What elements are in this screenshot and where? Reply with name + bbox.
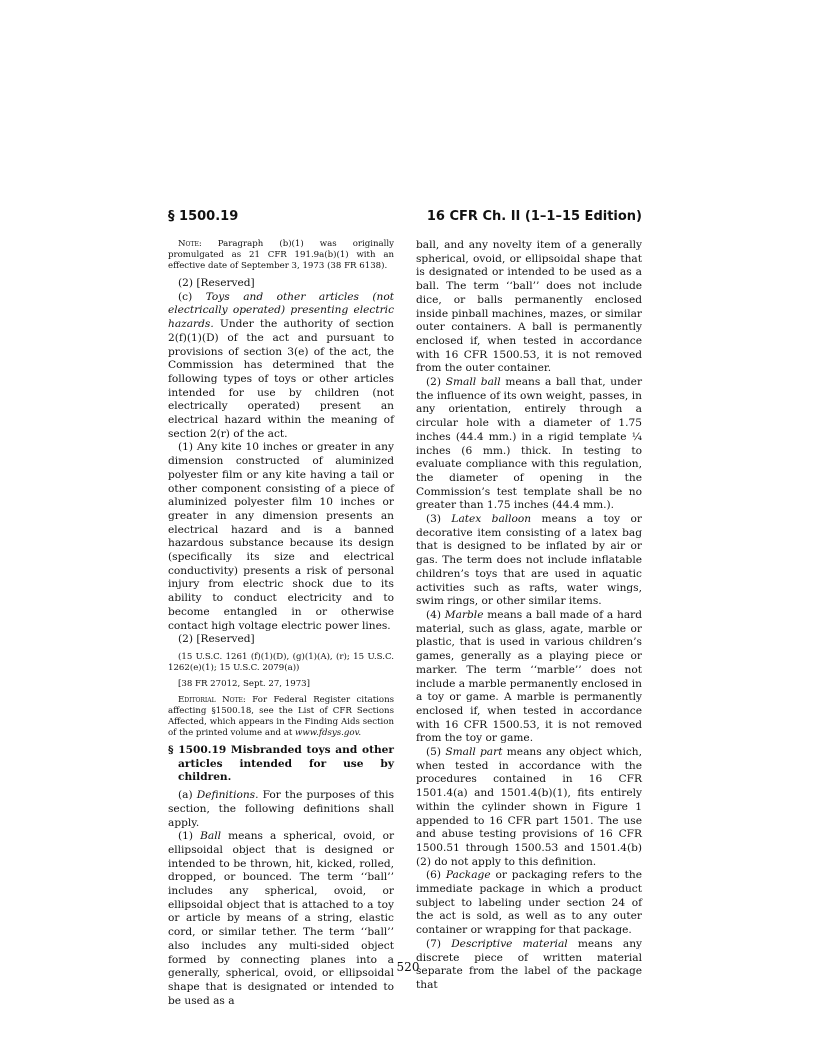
paragraph-a1-term: Ball — [200, 830, 221, 843]
source-citation: [38 FR 27012, Sept. 27, 1973] — [178, 678, 310, 689]
paragraph-a6-number: (6) — [426, 869, 442, 882]
header-section-number: § 1500.19 — [168, 209, 239, 224]
paragraph-a5-number: (5) — [426, 746, 442, 759]
paragraph-a7-number: (7) — [426, 937, 442, 950]
paragraph-a5-text: means any object which, when tested in accordance with the procedures contained in 16 CFR 1501.4(a) and 1501.4(b)(1), fits entirely within the cylinder shown in Figure 1 appended to 16 CFR part 1501. The use and abuse testing provisions of 16 CFR 1500.51 through 1500.53 and 1501.4(b)(2) do not apply to this definition. — [416, 746, 642, 868]
paragraph-a3 — [416, 513, 642, 609]
note-label: Note: — [178, 239, 202, 249]
paragraph-a3-term: Latex balloon — [451, 513, 532, 526]
paragraph-a7-text: means any discrete piece of written material separate from the label of the package that — [416, 937, 642, 991]
paragraph-a4-term: Marble — [444, 608, 484, 621]
paragraph-a4 — [416, 609, 642, 746]
page-number: 520 — [396, 960, 420, 974]
editorial-note — [168, 695, 394, 739]
note-paragraph — [168, 239, 394, 272]
paragraph-a2-text: means a ball that, under the influence of its own weight, passes, in any orientation, entirely through a circular hole with a diameter of 1.75 inches (44.4 mm.) in a rigid template ¼ inches (6 mm.) thick. In testing to evaluate compliance with this regulation, the diameter of opening in the Commission’s test template shall be no greater than 1.75 inches (44.4 mm.). — [416, 376, 643, 512]
paragraph-a-text: For the purposes of this section, the following definitions shall apply. — [168, 789, 395, 829]
paragraph-a3-number: (3) — [426, 513, 442, 526]
paragraph-c2: (2) [Reserved] — [178, 633, 255, 646]
paragraph-a6-text: or packaging refers to the immediate package in which a product subject to labeling under section 24 of the act is sold, as well as to any outer container or wrapping for that package. — [416, 869, 642, 937]
paragraph-a6 — [416, 869, 642, 938]
paragraph-a1-continued: ball, and any novelty item of a generally spherical, ovoid, or ellipsoidal shape that is designated or intended to be used as a ball. The term ‘‘ball’’ does not include dice, or balls permanently enclosed inside pinball machines, mazes, or similar outer containers. A ball is permanently enclosed if, when tested in accordance with 16 CFR 1500.53, it is not removed from the outer container. — [416, 239, 642, 375]
paragraph-a5 — [416, 746, 642, 869]
paragraph-a4-text: means a ball made of a hard material, such as glass, agate, marble or plastic, that is used in various children’s games, generally as a playing piece or marker. The term ‘‘marble’’ does not include a marble permanently enclosed in a toy or game. A marble is permanently enclosed if, when tested in accordance with 16 CFR 1500.53, it is not removed from the toy or game. — [416, 608, 642, 745]
paragraph-c-heading: Toys and other articles (not electrically operated) presenting electric hazards. — [168, 290, 394, 331]
paragraph-a3-text: means a toy or decorative item consisting of a latex bag that is designed to be inflated by air or gas. The term does not include inflatable children’s toys that are used in aquatic activities such as rafts, water wings, swim rings, or other similar items. — [416, 513, 642, 608]
editorial-note-text: For Federal Register citations affecting §1500.18, see the List of CFR Sections Affected, which appears in the Finding Aids section of the printed volume and at — [168, 694, 395, 738]
right-column — [416, 239, 642, 993]
paragraph-a2-number: (2) — [426, 376, 442, 389]
paragraph-a1-number: (1) — [178, 830, 194, 843]
paragraph-b2: (2) [Reserved] — [178, 277, 255, 289]
paragraph-a5-term: Small part — [445, 746, 503, 759]
paragraph-c — [168, 291, 394, 442]
paragraph-a2-term: Small ball — [445, 376, 501, 389]
running-header — [168, 209, 642, 229]
paragraph-c1: (1) Any kite 10 inches or greater in any dimension constructed of aluminized polyester film or any kite having a tail or other component consisting of a piece of aluminized polyester film 10 inches or greater in any dimension presents an electrical hazard and is a banned hazardous substance because its design (specifically its size and electrical conductivity) presents a risk of personal injury from electric shock due to its ability to conduct electricity and to become entangled in or otherwise contact high voltage electric power lines. — [168, 441, 394, 632]
paragraph-a-number: (a) — [178, 789, 193, 802]
paragraph-c-text: Under the authority of section 2(f)(1)(D) of the act and pursuant to provisions of section 3(e) of the act, the Commission has determined that the following types of toys or other articles intended for use by children (not electrically operated) present an electrical hazard within the meaning of section 2(r) of the act. — [168, 318, 394, 440]
editorial-note-url: www.fdsys.gov. — [295, 727, 362, 738]
section-heading: § 1500.19 Misbranded toys and other articles intended for use by children. — [168, 743, 394, 784]
paragraph-a-heading: Definitions. — [196, 789, 259, 802]
paragraph-a — [168, 789, 394, 830]
paragraph-a6-term: Package — [445, 869, 491, 882]
authority-citation: (15 U.S.C. 1261 (f)(1)(D), (g)(1)(A), (r); 15 U.S.C. 1262(e)(1); 15 U.S.C. 2079(a)) — [168, 651, 394, 673]
paragraph-c-number: (c) — [178, 290, 193, 303]
header-title: 16 CFR Ch. II (1–1–15 Edition) — [426, 209, 642, 224]
editorial-note-label: Editorial Note: — [178, 694, 246, 705]
paragraph-a7-term: Descriptive material — [451, 937, 568, 950]
paragraph-a1 — [168, 830, 394, 1008]
paragraph-a4-number: (4) — [426, 608, 442, 621]
paragraph-a2 — [416, 376, 642, 513]
left-column — [168, 239, 394, 1008]
paragraph-a1-text: means a spherical, ovoid, or ellipsoidal object that is designed or intended to be thrown, hit, kicked, rolled, dropped, or bounced. The term ‘‘ball’’ includes any spherical, ovoid, or ellipsoidal object that is attached to a toy or article by means of a string, elastic cord, or similar tether. The term ‘‘ball’’ also includes any multi-sided object formed by connecting planes into a generally, spherical, ovoid, or ellipsoidal shape that is designated or intended to be used as a — [168, 830, 395, 1007]
note-text: Paragraph (b)(1) was originally promulgated as 21 CFR 191.9a(b)(1) with an effective date of September 3, 1973 (38 FR 6138). — [168, 239, 395, 271]
